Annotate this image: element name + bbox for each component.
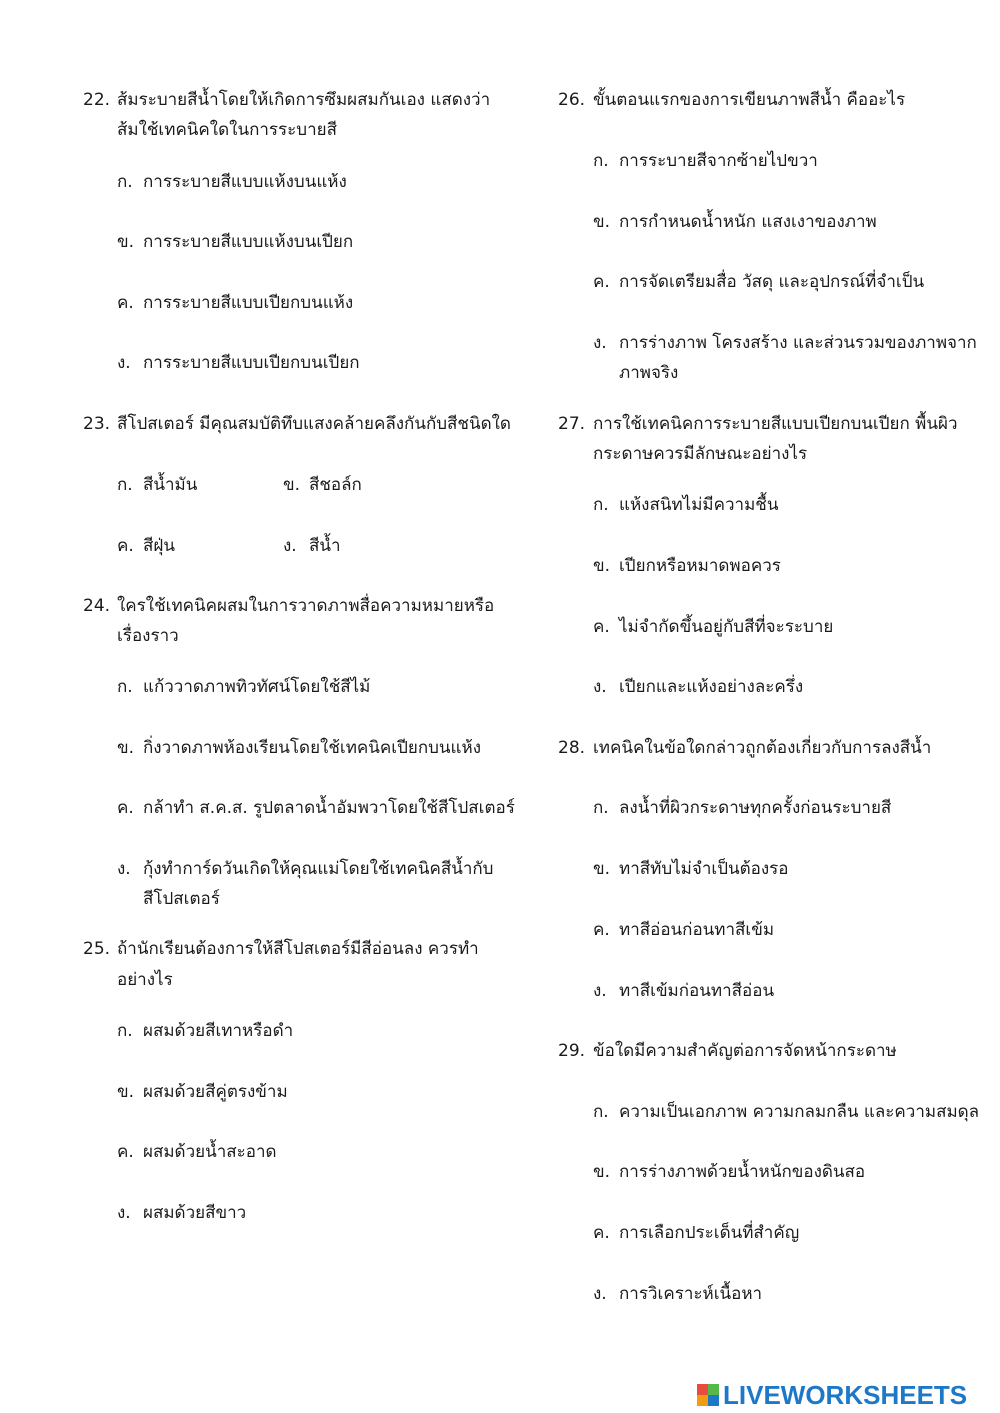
- question-text-line: ส้มใช้เทคนิคใดในการระบายสี: [117, 120, 337, 140]
- question-text-line: ส้มระบายสีน้ำโดยให้เกิดการซึมผสมกันเอง แสดงว่า: [117, 90, 491, 110]
- option-letter: ก.: [117, 677, 133, 697]
- option-letter: ค.: [117, 798, 134, 818]
- option-letter: ก.: [593, 151, 609, 171]
- option-text: สีฝุ่น: [143, 536, 175, 556]
- option-letter: ข.: [117, 738, 135, 758]
- option-text: การเลือกประเด็นที่สำคัญ: [619, 1223, 800, 1243]
- option-text: การระบายสีจากซ้ายไปขวา: [619, 151, 818, 171]
- option-letter: ง.: [593, 981, 607, 1001]
- option-letter: ค.: [117, 293, 134, 313]
- question-text-line: เรื่องราว: [117, 626, 179, 646]
- option-text: แก้ววาดภาพทิวทัศน์โดยใช้สีไม้: [143, 677, 371, 697]
- option-text: ผสมด้วยสีเทาหรือดำ: [143, 1021, 294, 1041]
- option-text: สีน้ำมัน: [143, 475, 198, 495]
- option-text: แห้งสนิทไม่มีความชื้น: [619, 495, 779, 515]
- option-text: สีน้ำ: [309, 536, 341, 556]
- option-letter: ข.: [117, 1082, 135, 1102]
- option-letter: ง.: [593, 333, 607, 353]
- question-text-line: การใช้เทคนิคการระบายสีแบบเปียกบนเปียก พื้นผิว: [593, 414, 958, 434]
- option-letter: ง.: [593, 677, 607, 697]
- option-text-continued: ภาพจริง: [619, 363, 679, 383]
- option-text: การร่างภาพ โครงสร้าง และส่วนรวมของภาพจาก: [619, 333, 977, 353]
- option-letter: ข.: [283, 475, 301, 495]
- option-letter: ค.: [593, 617, 610, 637]
- question-text-line: กระดาษควรมีลักษณะอย่างไร: [593, 444, 808, 464]
- option-letter: ง.: [117, 859, 131, 879]
- option-letter: ข.: [593, 1162, 611, 1182]
- option-letter: ค.: [593, 920, 610, 940]
- option-text: การระบายสีแบบเปียกบนแห้ง: [143, 293, 354, 313]
- question-text-line: สีโปสเตอร์ มีคุณสมบัติทึบแสงคล้ายคลึงกันกับสีชนิดใด: [117, 414, 511, 434]
- option-letter: ค.: [117, 536, 134, 556]
- option-text: เปียกและแห้งอย่างละครึ่ง: [619, 677, 804, 697]
- question-text-line: ข้อใดมีความสำคัญต่อการจัดหน้ากระดาษ: [593, 1041, 897, 1061]
- option-letter: ค.: [593, 1223, 610, 1243]
- option-text: ผสมด้วยน้ำสะอาด: [143, 1142, 277, 1162]
- question-text-line: ถ้านักเรียนต้องการให้สีโปสเตอร์มีสีอ่อนลง ควรทำ: [117, 939, 479, 959]
- option-text: การจัดเตรียมสื่อ วัสดุ และอุปกรณ์ที่จำเป็น: [619, 272, 925, 292]
- option-letter: ง.: [117, 1203, 131, 1223]
- option-text: การกำหนดน้ำหนัก แสงเงาของภาพ: [619, 212, 877, 232]
- option-text: การร่างภาพด้วยน้ำหนักของดินสอ: [619, 1162, 866, 1182]
- question-text-line: ใครใช้เทคนิคผสมในการวาดภาพสื่อความหมายหรือ: [117, 596, 495, 616]
- question-text-line: อย่างไร: [117, 970, 173, 990]
- option-letter: ก.: [117, 1021, 133, 1041]
- option-letter: ง.: [283, 536, 297, 556]
- option-text: สีชอล์ก: [309, 475, 362, 495]
- option-text: กุ้งทำการ์ดวันเกิดให้คุณแม่โดยใช้เทคนิคสีน้ำกับ: [143, 859, 494, 879]
- logo-text: LIVEWORKSHEETS: [723, 1380, 968, 1410]
- option-letter: ก.: [117, 475, 133, 495]
- option-text: ผสมด้วยสีขาว: [143, 1203, 247, 1223]
- liveworksheets-logo: [697, 1378, 967, 1412]
- question-text-line: ขั้นตอนแรกของการเขียนภาพสีน้ำ คืออะไร: [593, 90, 906, 110]
- option-letter: ก.: [593, 1102, 609, 1122]
- option-letter: ข.: [593, 556, 611, 576]
- option-letter: ข.: [593, 212, 611, 232]
- option-text: ไม่จำกัดขึ้นอยู่กับสีที่จะระบาย: [619, 617, 834, 637]
- option-text: การระบายสีแบบเปียกบนเปียก: [143, 353, 360, 373]
- question-number: 22.: [83, 90, 111, 110]
- option-text: ทาสีทับไม่จำเป็นต้องรอ: [619, 859, 789, 879]
- option-text-continued: สีโปสเตอร์: [143, 889, 220, 909]
- option-text: ทาสีอ่อนก่อนทาสีเข้ม: [619, 920, 775, 940]
- option-text: กล้าทำ ส.ค.ส. รูปตลาดน้ำอัมพวาโดยใช้สีโปสเตอร์: [143, 798, 515, 818]
- option-letter: ข.: [593, 859, 611, 879]
- option-letter: ค.: [117, 1142, 134, 1162]
- option-text: ทาสีเข้มก่อนทาสีอ่อน: [619, 981, 775, 1001]
- option-text: ลงน้ำที่ผิวกระดาษทุกครั้งก่อนระบายสี: [619, 798, 892, 818]
- option-text: กิ่งวาดภาพห้องเรียนโดยใช้เทคนิคเปียกบนแห้ง: [143, 738, 482, 758]
- option-letter: ง.: [117, 353, 131, 373]
- question-number: 25.: [83, 939, 111, 959]
- option-letter: ค.: [593, 272, 610, 292]
- option-letter: ก.: [593, 798, 609, 818]
- question-text-line: เทคนิคในข้อใดกล่าวถูกต้องเกี่ยวกับการลงสีน้ำ: [593, 738, 932, 758]
- option-text: การระบายสีแบบแห้งบนเปียก: [143, 232, 354, 252]
- option-text: การวิเคราะห์เนื้อหา: [619, 1284, 763, 1304]
- option-letter: ก.: [117, 172, 133, 192]
- option-text: การระบายสีแบบแห้งบนแห้ง: [143, 172, 347, 192]
- option-text: เปียกหรือหมาดพอควร: [619, 556, 781, 576]
- option-letter: ง.: [593, 1284, 607, 1304]
- question-number: 27.: [558, 414, 586, 434]
- option-text: ผสมด้วยสีคู่ตรงข้าม: [143, 1082, 288, 1102]
- question-number: 24.: [83, 596, 111, 616]
- question-number: 29.: [558, 1041, 586, 1061]
- option-letter: ก.: [593, 495, 609, 515]
- question-number: 26.: [558, 90, 586, 110]
- logo-mark-icon: [697, 1384, 719, 1406]
- question-number: 23.: [83, 414, 111, 434]
- option-letter: ข.: [117, 232, 135, 252]
- question-number: 28.: [558, 738, 586, 758]
- option-text: ความเป็นเอกภาพ ความกลมกลืน และความสมดุล: [619, 1102, 980, 1122]
